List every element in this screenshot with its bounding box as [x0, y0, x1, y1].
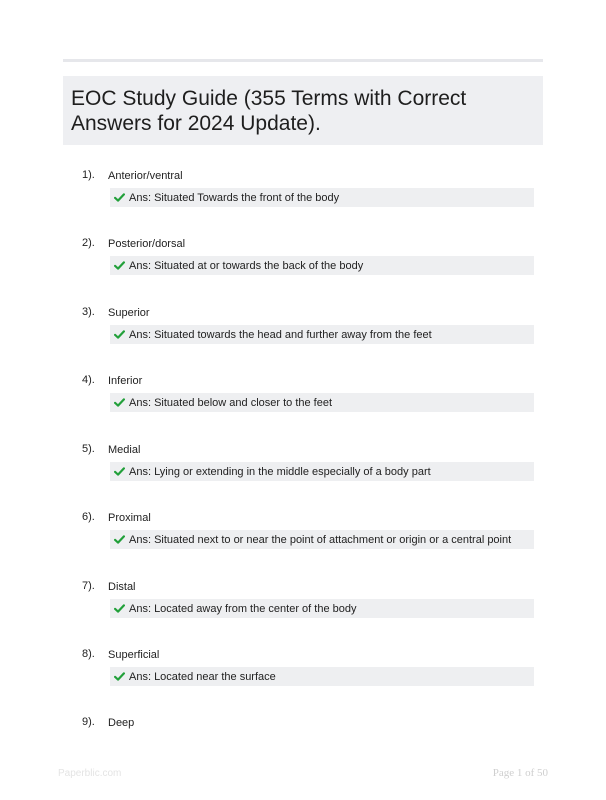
item-number: 7). [82, 580, 95, 592]
answer-text: Ans: Situated Towards the front of the body [129, 191, 340, 204]
list-item [0, 236, 606, 304]
answer-box [110, 188, 534, 207]
answer-box [110, 256, 534, 275]
footer-watermark: Paperblic.com [58, 768, 122, 779]
list-item [0, 168, 606, 236]
answer-box [110, 462, 534, 481]
answer-box [110, 667, 534, 686]
item-number: 4). [82, 374, 95, 386]
check-icon [114, 534, 125, 545]
top-divider [63, 59, 543, 62]
check-icon [114, 192, 125, 203]
answer-text: Ans: Lying or extending in the middle especially of a body part [129, 465, 431, 478]
list-item [0, 510, 606, 578]
item-term: Posterior/dorsal [108, 238, 186, 250]
item-number: 5). [82, 443, 95, 455]
list-item [0, 647, 606, 715]
page-indicator: Page 1 of 50 [492, 767, 548, 779]
item-term: Superior [108, 307, 150, 319]
check-icon [114, 397, 125, 408]
answer-box [110, 599, 534, 618]
check-icon [114, 260, 125, 271]
item-term: Anterior/ventral [108, 170, 183, 182]
answer-text: Ans: Situated at or towards the back of the body [129, 259, 364, 272]
item-term: Distal [108, 581, 136, 593]
item-term: Proximal [108, 512, 151, 524]
list-item [0, 305, 606, 373]
answer-box [110, 530, 534, 549]
answer-text: Ans: Located near the surface [129, 670, 276, 683]
answer-box [110, 325, 534, 344]
list-item [0, 579, 606, 647]
title-banner [63, 76, 543, 145]
answer-text: Ans: Situated below and closer to the feet [129, 396, 333, 409]
item-number: 6). [82, 511, 95, 523]
item-term: Superficial [108, 649, 160, 661]
document-title: EOC Study Guide (355 Terms with Correct Answers for 2024 Update). [71, 87, 467, 135]
item-number: 8). [82, 648, 95, 660]
answer-text: Ans: Located away from the center of the body [129, 602, 357, 615]
item-term: Inferior [108, 375, 143, 387]
list-item [0, 442, 606, 510]
answer-box [110, 393, 534, 412]
check-icon [114, 671, 125, 682]
list-item [0, 373, 606, 441]
item-term: Deep [108, 717, 135, 729]
answer-text: Ans: Situated towards the head and further away from the feet [129, 328, 432, 341]
item-term: Medial [108, 444, 141, 456]
check-icon [114, 329, 125, 340]
item-number: 2). [82, 237, 95, 249]
answer-text: Ans: Situated next to or near the point of attachment or origin or a central point [129, 533, 512, 546]
item-number: 1). [82, 169, 95, 181]
check-icon [114, 603, 125, 614]
item-number: 3). [82, 306, 95, 318]
check-icon [114, 466, 125, 477]
item-number: 9). [82, 716, 95, 728]
